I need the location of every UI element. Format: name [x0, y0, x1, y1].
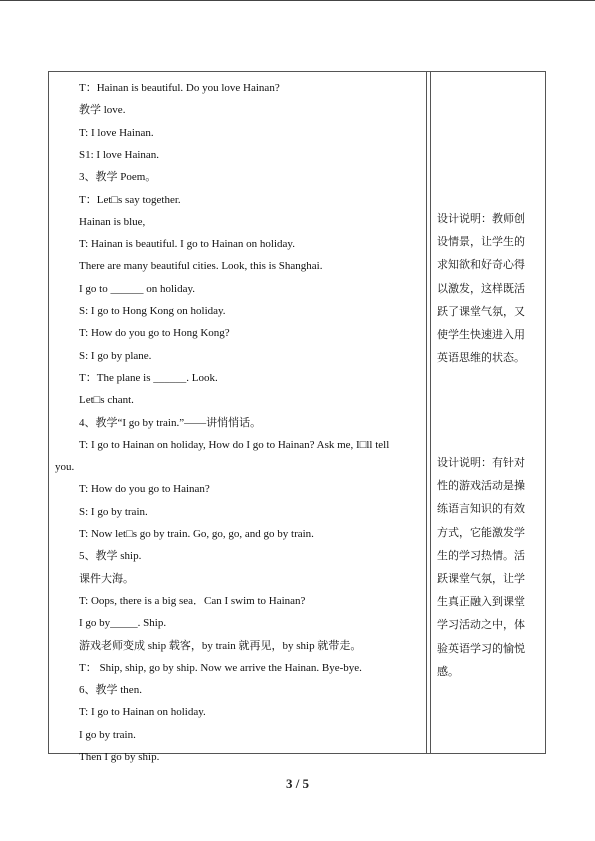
- lesson-table: [48, 71, 546, 763]
- lesson-line: T： Ship, ship, go by ship. Now we arrive the Hainan. Bye-bye.: [79, 661, 362, 674]
- lesson-line: There are many beautiful cities. Look, this is Shanghai.: [79, 260, 323, 273]
- lesson-line: T: Now let□s go by train. Go, go, go, and go by train.: [79, 528, 314, 540]
- lesson-line: 游戏老师变成 ship 载客，by train 就再见，by ship 就带走。: [79, 639, 362, 652]
- design-note-line: 跃课堂气氛，让学: [437, 573, 525, 586]
- lesson-line: you.: [55, 461, 75, 474]
- lesson-line: 6、教学 then.: [79, 684, 142, 697]
- design-note-line: 设计说明：有针对: [437, 457, 525, 469]
- lesson-line: 4、教学“I go by train.”——讲悄悄话。: [79, 416, 262, 429]
- lesson-line: S1: I love Hainan.: [79, 148, 160, 161]
- design-note-line: 生的学习热情。活: [437, 549, 525, 562]
- lesson-line: 教学 love.: [79, 104, 126, 117]
- lesson-line: Let□s chant.: [79, 394, 134, 407]
- design-note-line: 设计说明：教师创: [437, 213, 525, 225]
- design-note-line: 英语思维的状态。: [437, 352, 525, 365]
- lesson-line: T: I go to Hainan on holiday.: [79, 706, 206, 719]
- design-note-line: 生真正融入到课堂: [437, 596, 525, 609]
- lesson-line: T: I go to Hainan on holiday, How do I go to Hainan? Ask me, I□ll tell: [79, 438, 390, 451]
- page-number: 3 / 5: [285, 776, 310, 791]
- lesson-line: S: I go by train.: [79, 505, 148, 518]
- design-note-line: 性的游戏活动是操: [437, 480, 525, 493]
- lesson-line: Hainan is blue,: [79, 215, 146, 228]
- top-rule: [0, 0, 595, 1]
- lesson-line: 5、教学 ship.: [79, 550, 142, 563]
- lesson-line: T：Hainan is beautiful. Do you love Hainan?: [79, 82, 280, 94]
- design-note-line: 使学生快速进入用: [437, 329, 525, 342]
- lesson-line: S: I go by plane.: [79, 349, 152, 362]
- lesson-line: T: How do you go to Hainan?: [79, 483, 210, 496]
- lesson-line: T: I love Hainan.: [79, 126, 154, 139]
- design-note-line: 练语言知识的有效: [437, 503, 525, 516]
- lesson-line: I go by_____. Ship.: [79, 617, 167, 630]
- design-note: [437, 208, 537, 370]
- design-note-line: 设情景，让学生的: [437, 236, 525, 249]
- column-divider-inner: [426, 72, 427, 753]
- lesson-line: T: Oops, there is a big sea．Can I swim to Hainan?: [79, 594, 306, 607]
- design-note: [437, 452, 537, 684]
- lesson-line: I go to ______ on holiday.: [79, 282, 195, 295]
- lesson-line: 课件大海。: [79, 572, 134, 585]
- design-note-line: 以激发，这样既活: [437, 282, 525, 295]
- lesson-line: I go by train.: [79, 728, 136, 741]
- design-note-line: 跃了课堂气氛，又: [437, 305, 525, 318]
- design-note-line: 方式，它能激发学: [437, 526, 525, 539]
- lesson-line: T: Hainan is beautiful. I go to Hainan on holiday.: [79, 238, 295, 251]
- design-note-line: 感。: [437, 665, 459, 678]
- column-divider: [430, 72, 431, 753]
- lesson-line: S: I go to Hong Kong on holiday.: [79, 305, 226, 317]
- design-note-line: 求知欲和好奇心得: [437, 259, 525, 272]
- design-note-line: 验英语学习的愉悦: [437, 642, 525, 655]
- design-note-line: 学习活动之中，体: [437, 619, 525, 632]
- lesson-line: Then I go by ship.: [79, 751, 160, 763]
- lesson-line: T: How do you go to Hong Kong?: [79, 327, 230, 340]
- lesson-line: 3、教学 Poem。: [79, 171, 157, 184]
- lesson-line: T：The plane is ______. Look.: [79, 371, 218, 384]
- lesson-line: T：Let□s say together.: [79, 193, 181, 206]
